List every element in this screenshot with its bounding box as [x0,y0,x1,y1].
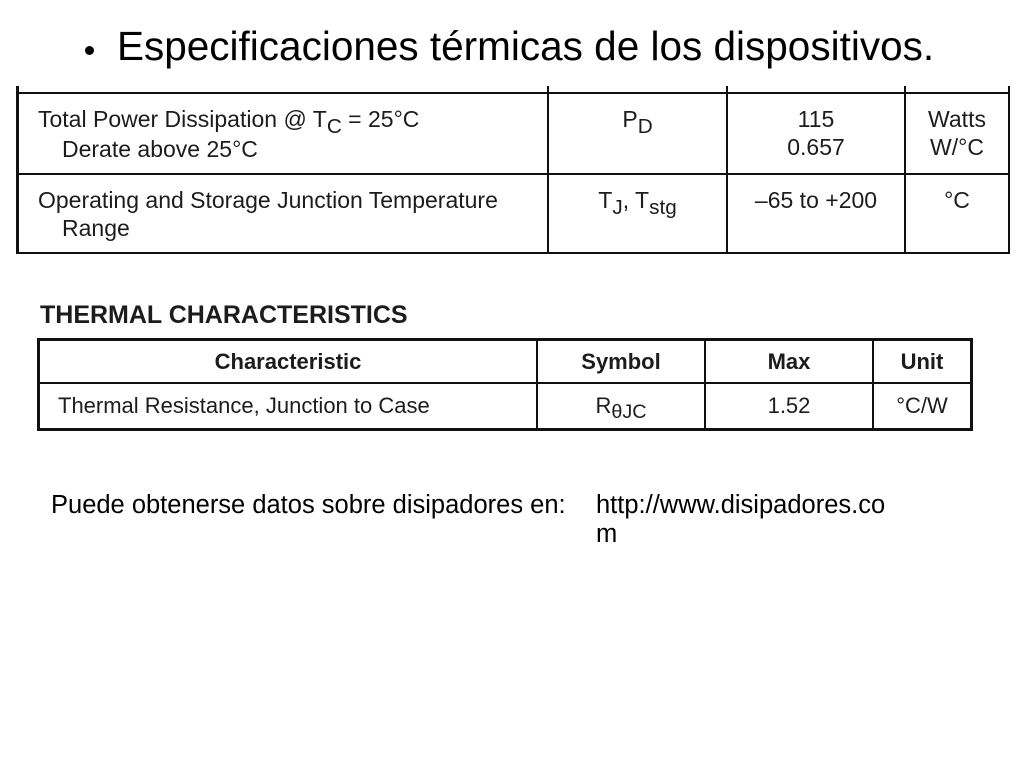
value-text: –65 to +200 [754,187,878,213]
column-header-label: Unit [900,348,944,374]
parameter-subscript: C [326,114,342,138]
unit-cell [874,384,970,428]
slide-title: Especificaciones térmicas de los dispositivos. [117,23,935,69]
parameter-line: Derate above 25°C [62,136,258,162]
power-dissipation-value-cell [728,94,906,175]
power-dissipation-symbol-cell [549,94,728,175]
thermal-characteristics-heading: THERMAL CHARACTERISTICS [40,301,408,329]
heatsink-source-url: http://www.disipadores.com [596,491,886,548]
column-header-characteristic [40,341,538,384]
parameter-line [38,105,547,138]
symbol-subscript: stg [649,195,677,219]
junction-temperature-unit-cell [906,175,1008,252]
symbol-cell [538,384,706,428]
characteristic-text: Thermal Resistance, Junction to Case [58,393,430,418]
column-header-label: Characteristic [214,348,362,374]
column-header-max [706,341,874,384]
unit-text: W/°C [930,134,984,160]
value-text: 0.657 [787,134,845,160]
characteristic-cell [40,384,538,428]
bullet-icon [85,46,94,55]
symbol-subscript: D [637,114,653,138]
symbol-subscript: J [612,195,623,219]
parameter-text: Total Power Dissipation @ T [38,106,327,132]
column-header-label: Symbol [581,348,661,374]
junction-temperature-value-cell [728,175,906,252]
symbol-text [549,105,726,138]
power-dissipation-parameter-cell [19,94,549,175]
max-value: 1.52 [767,393,811,418]
symbol-text [595,392,647,424]
unit-text: °C [944,187,970,213]
parameter-line: Operating and Storage Junction Temperature [38,187,498,213]
symbol-main: P [622,106,638,132]
junction-temperature-symbol-cell [549,175,728,252]
column-header-symbol [538,341,706,384]
symbol-main: , T [622,187,650,213]
heatsink-source-label: Puede obtenerse datos sobre disipadores en: [51,491,566,519]
power-dissipation-unit-cell [906,94,1008,175]
parameter-line: Range [62,215,130,241]
junction-temperature-parameter-cell [19,175,549,252]
value-text: 115 [797,106,835,132]
symbol-main: R [595,392,612,418]
unit-text: °C/W [896,393,948,418]
unit-text: Watts [928,106,986,132]
maximum-ratings-table [16,92,1010,254]
thermal-characteristics-table [37,338,973,431]
column-header-label: Max [767,348,811,374]
parameter-text: = 25°C [341,106,420,132]
symbol-main: T [598,187,613,213]
column-header-unit [874,341,970,384]
symbol-text [549,186,726,219]
symbol-subscript: θJC [611,401,647,424]
max-cell [706,384,874,428]
